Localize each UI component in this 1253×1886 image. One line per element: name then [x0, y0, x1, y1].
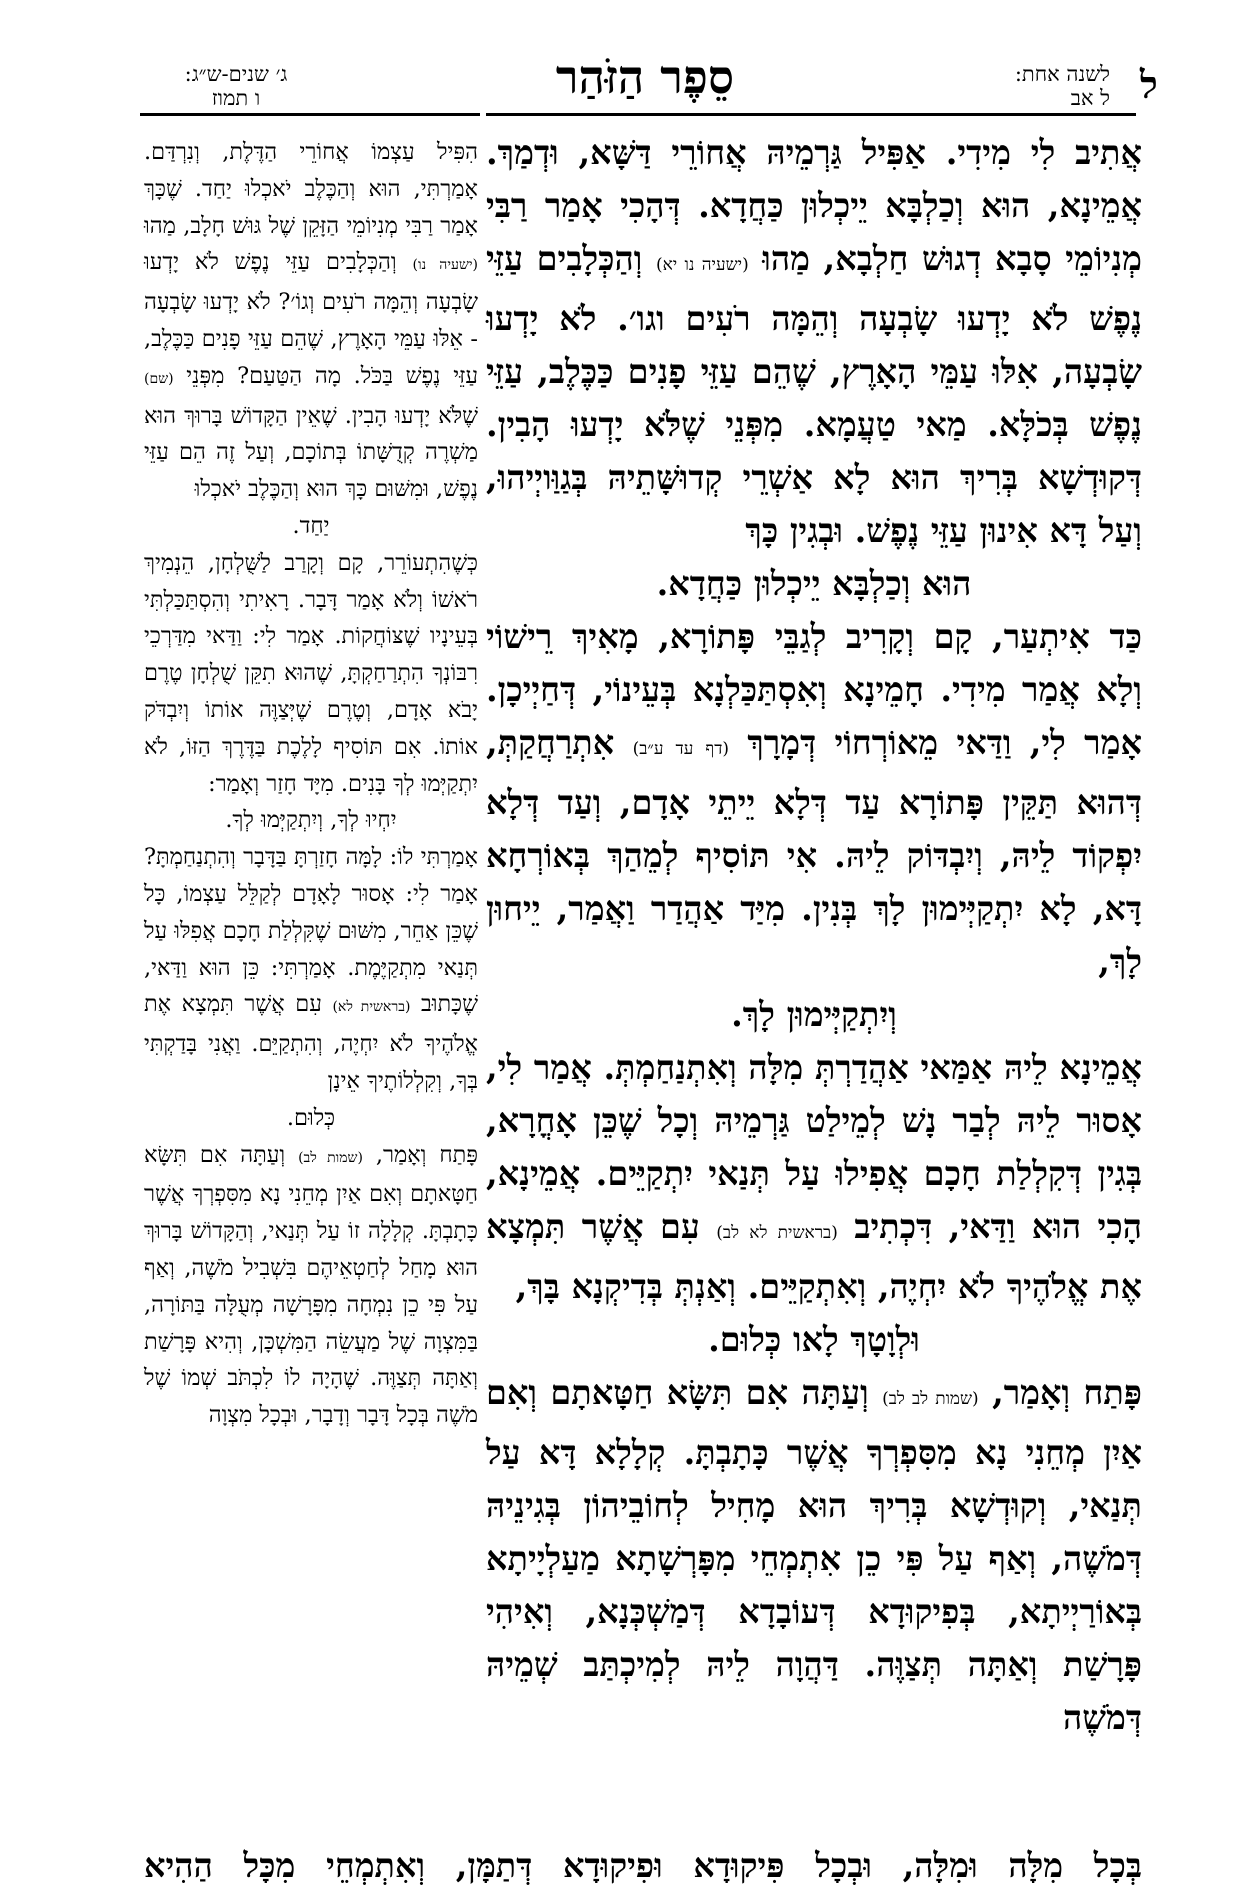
- study-schedule-one-year: [990, 62, 1110, 110]
- study-schedule-three-years: [146, 62, 326, 110]
- side-text: שֶׁלֹּא יָדְעוּ הָבִין. שֶׁאֵין הַקָּדוֹשׁ בָּרוּךְ הוּא מַשְׁרֶה קְדֻשָּׁתוֹ בְּתוֹכָם, וְעַל זֶה הֵם עַזֵּי נֶפֶשׁ, וּמִשּׁוּם כָּךְ הוּא וְהַכֶּלֶב יֹאכְלוּ: [144, 402, 478, 503]
- schedule-date: ו תמוז: [211, 86, 261, 110]
- side-paragraph: [144, 839, 478, 1100]
- main-text: אִתְרַחֲקַתְּ, דְּהוּא תַּקֵּין פָּתוֹרָא עַד דְּלָא יֵיתֵי אָדָם, וְעַד דְּלָא יִפְקוֹד לֵיהּ, וְיִבְדּוֹק לֵיהּ. אִי תּוֹסִיף לְמֵהַךְ בְּאוֹרְחָא דָּא, לָא יִתְקַיְּימוּן לָךְ בְּנִין. מִיַּד אַהֲדַר וַאֲמַר, יֵיחוּן לָךְ,: [486, 723, 1142, 981]
- verse-citation: (ישעיה נו): [412, 257, 479, 274]
- side-text: וְעַתָּה אִם תִּשָּׂא חַטָּאתָם וְאִם אַיִן מְחֵנִי נָא מִסִּפְרְךָ אֲשֶׁר כָּתָבְתָּ. קְלָלָה זוֹ עַל תְּנַאי, וְהַקָּדוֹשׁ בָּרוּךְ הוּא מָחַל לְחַטְאֵיהֶם בִּשְׁבִיל מֹשֶׁה, וְאַף עַל פִּי כֵן נִמְחָה מִפָּרָשָׁה מְעֻלָּה בַּתּוֹרָה, בַּמִּצְוָה שֶׁל מַעֲשֵׂה הַמִּשְׁכָּן, וְהִיא פָּרָשַׁת וְאַתָּה תְּצַוֶּה. שֶׁהָיָה לוֹ לִכְתֹּב שְׁמוֹ שֶׁל מֹשֶׁה בְּכָל דָּבָר וְדָבָר, וּבְכָל מִצְוָה: [144, 1141, 478, 1429]
- verse-citation: (שמות לב): [298, 1149, 363, 1166]
- main-paragraph: [486, 610, 1142, 988]
- schedule-label: לשנה אחת:: [1014, 62, 1110, 86]
- main-text: כַּד אִיתְעַר, קָם וְקָרִיב לְגַבֵּי פָּתוֹרָא, מָאִיךְ רֵישׁוֹי וְלָא אֲמַר מִידִי. חָמֵינָא וְאִסְתַּכַּלְנָא בְּעֵינוֹי, דְּחַיְיכָן. אָמַר לִי, וַדַּאי מֵאוֹרְחוֹי דְּמָרָךְ: [486, 617, 1142, 762]
- bottom-full-width-line: בְּכָל מִלָּה וּמִלָּה, וּבְכָל פִּיקוּדָא וּפִיקוּדָא דְּתַמָּן, וְאִתְמְחֵי מִכָּל הַהִיא: [144, 1846, 1142, 1885]
- main-paragraph: [486, 126, 1142, 557]
- side-paragraph-end: כְּלוּם.: [286, 1104, 336, 1131]
- verse-citation: (שמות לב לב): [882, 1389, 979, 1409]
- page-header: [0, 0, 1253, 118]
- book-title: סֵפֶר הַזֹּהַר: [555, 50, 735, 104]
- side-paragraph: [144, 545, 478, 803]
- main-paragraph: [486, 1041, 1142, 1313]
- side-text: הִפִּיל עַצְמוֹ אֲחוֹרֵי הַדֶּלֶת, וְנִרְדַּם. אָמַרְתִּי, הוּא וְהַכֶּלֶב יֹאכְלוּ יַחַד. שֶׁכָּךְ אָמַר רַבִּי מְנִיוֹמֵי הַזָּקֵן שֶׁל גּוּשׁ חָלָב, מַהוּ: [144, 139, 478, 239]
- side-paragraph-end: יַחַד.: [292, 512, 330, 539]
- header-rule-right: [486, 113, 1136, 116]
- main-text: אֲמֵינָא לֵיהּ אַמַּאי אַהֲדַרְתְּ מִלָּה וְאִתְנַחַמְתְּ. אֲמַר לִי, אָסוּר לֵיהּ לְבַר נָשׁ לְמֵילַט גַּרְמֵיהּ וְכָל שֶׁכֵּן אָחֳרָא, בְּגִין דְּקִלְלַת חָכָם אֲפִילוּ עַל תְּנַאי יִתְקַיֵּים. אֲמֵינָא, הָכִי הוּא וַדַּאי, דִּכְתִיב: [486, 1048, 1142, 1246]
- side-text: וְהַכְּלָבִים עַזֵּי נֶפֶשׁ לֹא יָדְעוּ שָׂבְעָה וְהֵמָּה רֹעִים וְגוֹ׳? לֹא יָדְעוּ שָׂבְעָה - אֵלּוּ עַמֵּי הָאָרֶץ, שֶׁהֵם עַזֵּי פָנִים כַּכֶּלֶב, עַזֵּי נֶפֶשׁ בַּכֹּל. מָה הַטַּעַם? מִפְּנֵי: [144, 249, 478, 389]
- main-text: עִם אֲשֶׁר תִּמְצָא אֶת אֱלֹהֶיךָ לֹא יִחְיֶה, וְאִתְקַיֵּים. וְאַנְתְּ בְּדִיקְנָא בָּךְ,: [486, 1207, 1142, 1306]
- verse-citation: (שם): [144, 370, 174, 387]
- main-paragraph-end: וְיִתְקַיְּימוּן לָךְ.: [731, 995, 897, 1034]
- header-rule-left: [140, 113, 480, 116]
- main-text: וְעַתָּה אִם תִּשָּׂא חַטָּאתָם וְאִם אַיִן מְחֵנִי נָא מִסִּפְרְךָ אֲשֶׁר כָּתָבְתָּ. קְלָלָא דָּא עַל תְּנַאי, וְקוּדְשָׁא בְּרִיךְ הוּא מָחִיל לְחוֹבֵיהוֹן בְּגִינֵיהּ דְּמֹשֶׁה, וְאַף עַל פִּי כֵן אִתְמְחֵי מִפָּרְשָׁתָא מַעַלְיָיתָא בְּאוֹרַיְיתָא, בְּפִיקוּדָא דְּעוֹבָדָא דְּמַשְׁכְּנָא, וְאִיהִי פָּרָשַׁת וְאַתָּה תְּצַוֶּה. דַּהֲוָה לֵיהּ לְמִיכְתַּב שְׁמֵיהּ דְּמֹשֶׁה: [486, 1373, 1142, 1737]
- side-text: אָמַרְתִּי לוֹ: לָמָּה חָזַרְתָּ בַּדָּבָר וְהִתְנַחַמְתָּ? אָמַר לִי: אָסוּר לָאָדָם לְקַלֵּל עַצְמוֹ, כָּל שֶׁכֵּן אַחֵר, מִשּׁוּם שֶׁקִּלְלַת חָכָם אֲפִלּוּ עַל תְּנַאי מִתְקַיֶּמֶת. אָמַרְתִּי: כֵּן הוּא וַדַּאי, שֶׁכָּתוּב: [144, 844, 478, 1018]
- verse-citation: (בראשית לא לב): [716, 1223, 838, 1243]
- side-paragraph-end: יִחְיוּ לְךָ, וְיִתְקַיְּמוּ לְךָ.: [225, 807, 397, 834]
- aramaic-main-column: [486, 126, 1142, 1744]
- side-text: עִם אֲשֶׁר תִּמְצָא אֶת אֱלֹהֶיךָ לֹא יִחְיֶה, וְהִתְקַיֵּם. וַאֲנִי בָּדַקְתִּי בְּךָ, וְקִלְלוֹתֶיךָ אֵינָן: [144, 991, 478, 1094]
- page-citation: (דף עד ע״ב): [632, 739, 730, 759]
- side-paragraph: [144, 134, 478, 508]
- side-paragraph: [144, 1137, 478, 1434]
- main-paragraph-end: וּלְוָטָךְ לָאו כְּלוּם.: [708, 1320, 920, 1359]
- verse-citation: (ישעיה נו יא): [655, 255, 749, 275]
- verse-citation: (בראשית לא): [332, 999, 411, 1016]
- page-number: ל: [1140, 62, 1158, 107]
- schedule-label: ג׳ שנים-ש״ג:: [184, 62, 288, 86]
- side-text: פָּתַח וְאָמַר,: [375, 1141, 478, 1168]
- main-text: אֲתִיב לִי מִידִי. אַפִּיל גַּרְמֵיהּ אֲחוֹרֵי דַּשָּׁא, וּדְמַךְ. אֲמֵינָא, הוּא וְכַלְבָּא יֵיכְלוּן כַּחֲדָא. דְּהָכִי אָמַר רַבִּי מְנִיוֹמֵי סָבָא דְגוּשׁ חַלְבָא, מַהוּ: [486, 133, 1142, 278]
- hebrew-translation-column: [144, 134, 478, 1434]
- schedule-date: ל אב: [1070, 86, 1110, 110]
- main-text: פָּתַח וְאָמַר,: [992, 1373, 1142, 1412]
- main-text: וְהַכְּלָבִים עַזֵּי נֶפֶשׁ לֹא יָדְעוּ שָׂבְעָה וְהֵמָּה רֹעִים וגו׳. לֹא יָדְעוּ שָׂבְעָה, אִלּוּ עַמֵּי הָאָרֶץ, שֶׁהֵם עַזֵּי פָנִים כַּכֶּלֶב, עַזֵּי נֶפֶשׁ בְּכֹלָּא. מַאי טַעֲמָא. מִפְּנֵי שֶׁלֹּא יָדְעוּ הָבִין. דְּקוּדְשָׁא בְּרִיךְ הוּא לָא אַשְׁרֵי קְדוּשָּׁתֵיהּ בְּגַוַּויְיהוּ, וְעַל דָּא אִינוּן עַזֵּי נֶפֶשׁ. וּבְגִין כָּךְ: [486, 239, 1142, 550]
- main-paragraph-end: הוּא וְכַלְבָּא יֵיכְלוּן כַּחֲדָא.: [656, 564, 972, 603]
- side-text: כְּשֶׁהִתְעוֹרֵר, קָם וְקָרַב לַשֻּׁלְחָן, הֵנְמִיךְ רֹאשׁוֹ וְלֹא אָמַר דָּבָר. רָאִיתִי וְהִסְתַּכַּלְתִּי בְּעֵינָיו שֶׁצּוֹחֲקוֹת. אָמַר לִי: וַדַּאי מִדַּרְכֵי רִבּוֹנְךָ הִתְרַחַקְתָּ, שֶׁהוּא תִקֵּן שֻׁלְחָן טֶרֶם יָבֹא אָדָם, וְטֶרֶם שֶׁיְּצַוֶּה אוֹתוֹ וְיִבְדֹּק אוֹתוֹ. אִם תּוֹסִיף לָלֶכֶת בַּדֶּרֶךְ הַזּוֹ, לֹא יִתְקַיְּמוּ לְךָ בָּנִים. מִיָּד חָזַר וְאָמַר:: [144, 549, 478, 797]
- main-paragraph: [486, 1366, 1142, 1744]
